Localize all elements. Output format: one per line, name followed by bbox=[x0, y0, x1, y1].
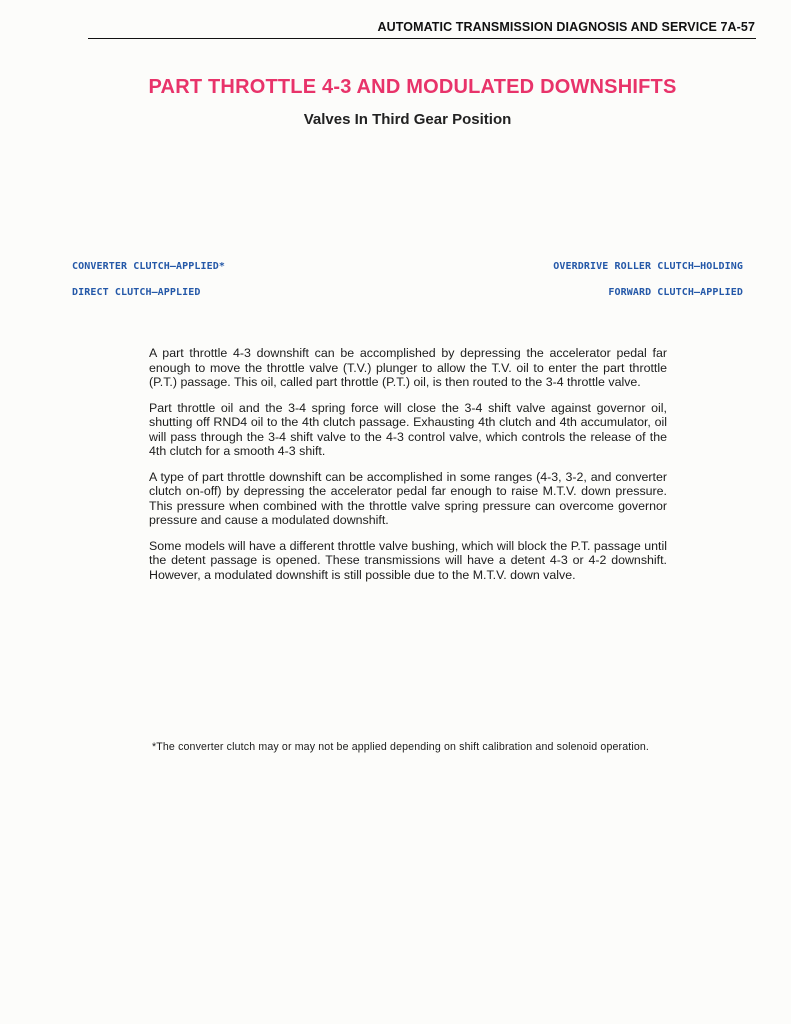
paragraph-part-throttle-oil: Part throttle oil and the 3-4 spring force will close the 3-4 shift valve against governor oil, shutting off RND4 oil to the 4th clutch passage. Exhausting 4th clutch and 4th accumulator, oil will pass through the 3-4 shift valve to the 4-3 control valve, which controls the release of the 4th clutch for a smooth 4-3 shift. bbox=[149, 400, 667, 458]
paragraph-throttle-valve-bushing: Some models will have a different throttle valve bushing, which will block the P.T. passage until the detent passage is opened. These transmissions will have a detent 4-3 or 4-2 downshift. However, a modulated downshift is still possible due to the M.T.V. down valve. bbox=[149, 538, 667, 582]
footnote: *The converter clutch may or may not be applied depending on shift calibration and solenoid operation. bbox=[152, 741, 650, 753]
body-text bbox=[149, 346, 667, 593]
converter-clutch-label: CONVERTER CLUTCH–APPLIED* bbox=[72, 261, 226, 272]
page-subtitle: Valves In Third Gear Position bbox=[303, 111, 512, 128]
running-header: AUTOMATIC TRANSMISSION DIAGNOSIS AND SERVICE 7A-57 bbox=[377, 20, 755, 34]
overdrive-roller-clutch-label: OVERDRIVE ROLLER CLUTCH–HOLDING bbox=[553, 261, 743, 272]
header-rule bbox=[88, 38, 756, 39]
paragraph-part-throttle-downshift: A part throttle 4-3 downshift can be accomplished by depressing the accelerator pedal far enough to move the throttle valve (T.V.) plunger to allow the T.V. oil to enter the part throttle (P.T.) passage. This oil, called part throttle (P.T.) oil, is then routed to the 3-4 throttle valve. bbox=[149, 346, 667, 389]
direct-clutch-label: DIRECT CLUTCH–APPLIED bbox=[72, 287, 201, 298]
paragraph-modulated-downshift: A type of part throttle downshift can be accomplished in some ranges (4-3, 3-2, and converter clutch on-off) by depressing the accelerator pedal far enough to raise M.T.V. down pressure. This pressure when combined with the throttle valve spring pressure can overcome governor pressure and cause a modulated downshift. bbox=[149, 469, 667, 527]
forward-clutch-label: FORWARD CLUTCH–APPLIED bbox=[608, 287, 743, 298]
page-title: PART THROTTLE 4-3 AND MODULATED DOWNSHIFTS bbox=[148, 76, 677, 98]
